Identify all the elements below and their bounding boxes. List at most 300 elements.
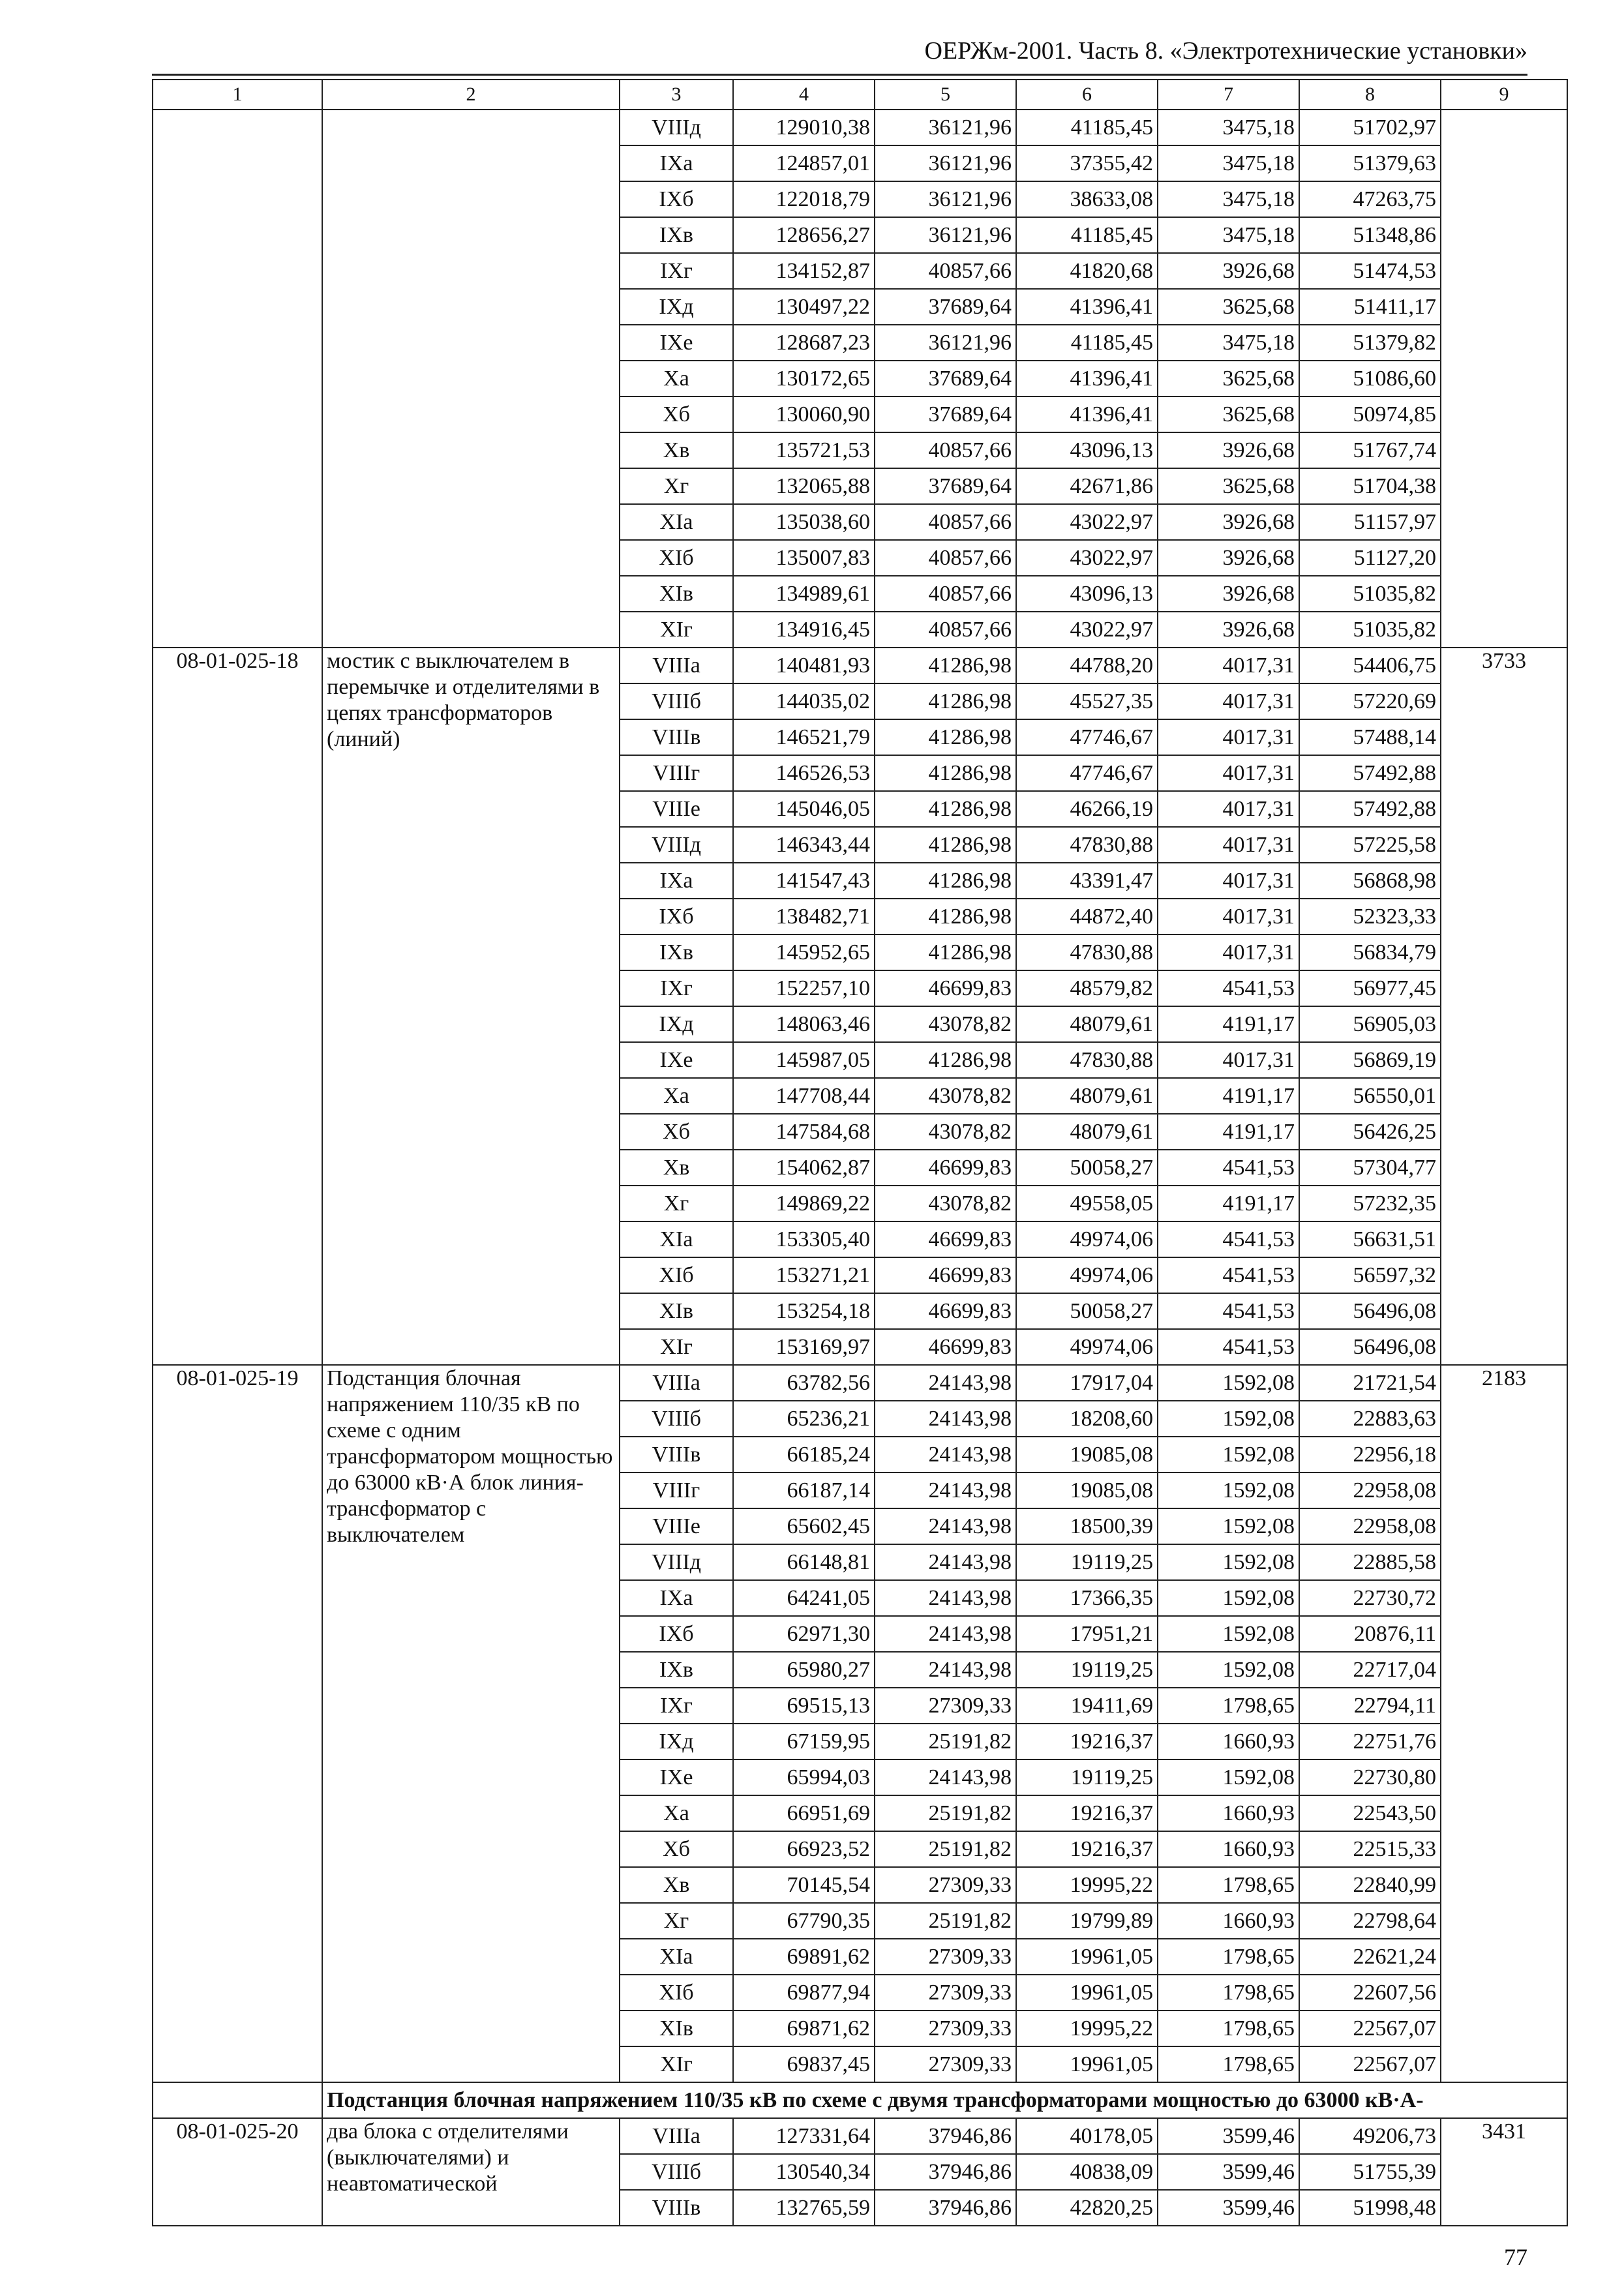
value-cell: 27309,33 [875, 1867, 1016, 1903]
value-cell: 37689,64 [875, 468, 1016, 504]
page-header-title: ОЕРЖм-2001. Часть 8. «Электротехнические установки» [924, 37, 1527, 65]
value-cell: 51035,82 [1299, 612, 1441, 648]
variant-cell: Xб [620, 396, 733, 432]
value-cell: 49974,06 [1016, 1221, 1158, 1257]
value-cell: 25191,82 [875, 1903, 1016, 1939]
value-cell: 25191,82 [875, 1795, 1016, 1831]
value-cell: 22840,99 [1299, 1867, 1441, 1903]
value-cell: 24143,98 [875, 1616, 1016, 1652]
value-cell: 22730,72 [1299, 1580, 1441, 1616]
table-row [153, 648, 1567, 683]
value-cell: 47746,67 [1016, 719, 1158, 755]
price-code-cell: 08-01-025-19 [153, 1365, 322, 2082]
variant-cell: IXе [620, 325, 733, 361]
value-cell: 36121,96 [875, 217, 1016, 253]
value-cell: 24143,98 [875, 1580, 1016, 1616]
value-cell: 70145,54 [733, 1867, 875, 1903]
value-cell: 140481,93 [733, 648, 875, 683]
value-cell: 18500,39 [1016, 1508, 1158, 1544]
value-cell: 17366,35 [1016, 1580, 1158, 1616]
value-cell: 65994,03 [733, 1759, 875, 1795]
value-cell: 1798,65 [1158, 1867, 1299, 1903]
value-cell: 51474,53 [1299, 253, 1441, 289]
column-number-row [153, 80, 1567, 110]
value-cell: 46266,19 [1016, 791, 1158, 827]
value-cell: 152257,10 [733, 970, 875, 1006]
column-9-cell [1441, 110, 1567, 648]
value-cell: 4541,53 [1158, 1329, 1299, 1365]
value-cell: 4017,31 [1158, 935, 1299, 970]
value-cell: 1592,08 [1158, 1616, 1299, 1652]
value-cell: 48079,61 [1016, 1006, 1158, 1042]
value-cell: 51035,82 [1299, 576, 1441, 612]
value-cell: 66148,81 [733, 1544, 875, 1580]
value-cell: 56550,01 [1299, 1078, 1441, 1114]
value-cell: 1592,08 [1158, 1401, 1299, 1437]
value-cell: 47830,88 [1016, 827, 1158, 863]
value-cell: 22567,07 [1299, 2046, 1441, 2082]
value-cell: 3625,68 [1158, 361, 1299, 396]
section-heading: Подстанция блочная напряжением 110/35 кВ по схеме с двумя трансформаторами мощностью до 63000 кВ·А- [322, 2082, 1567, 2118]
value-cell: 4017,31 [1158, 899, 1299, 935]
column-number: 1 [153, 80, 322, 110]
value-cell: 56631,51 [1299, 1221, 1441, 1257]
value-cell: 3625,68 [1158, 289, 1299, 325]
variant-cell: IXе [620, 1042, 733, 1078]
variant-cell: VIIIд [620, 827, 733, 863]
column-9-cell: 2183 [1441, 1365, 1567, 2082]
value-cell: 46699,83 [875, 1257, 1016, 1293]
value-cell: 37946,86 [875, 2118, 1016, 2154]
value-cell: 27309,33 [875, 1688, 1016, 1724]
value-cell: 56868,98 [1299, 863, 1441, 899]
value-cell: 3475,18 [1158, 181, 1299, 217]
value-cell: 127331,64 [733, 2118, 875, 2154]
value-cell: 56977,45 [1299, 970, 1441, 1006]
value-cell: 41286,98 [875, 827, 1016, 863]
value-cell: 22607,56 [1299, 1975, 1441, 2011]
value-cell: 24143,98 [875, 1508, 1016, 1544]
variant-cell: IXд [620, 1006, 733, 1042]
column-9-cell: 3431 [1441, 2118, 1567, 2226]
table-row [153, 1365, 1567, 1401]
variant-cell: XIв [620, 1293, 733, 1329]
value-cell: 132765,59 [733, 2190, 875, 2226]
variant-cell: IXд [620, 289, 733, 325]
value-cell: 146521,79 [733, 719, 875, 755]
value-cell: 1798,65 [1158, 1688, 1299, 1724]
section-heading-row [153, 2082, 1567, 2118]
value-cell: 130172,65 [733, 361, 875, 396]
section-heading-spacer [153, 2082, 322, 2118]
value-cell: 21721,54 [1299, 1365, 1441, 1401]
column-number: 6 [1016, 80, 1158, 110]
value-cell: 57232,35 [1299, 1186, 1441, 1221]
value-cell: 3475,18 [1158, 145, 1299, 181]
value-cell: 124857,01 [733, 145, 875, 181]
value-cell: 19995,22 [1016, 2011, 1158, 2046]
variant-cell: VIIIд [620, 1544, 733, 1580]
value-cell: 19216,37 [1016, 1724, 1158, 1759]
value-cell: 145952,65 [733, 935, 875, 970]
value-cell: 67790,35 [733, 1903, 875, 1939]
value-cell: 69837,45 [733, 2046, 875, 2082]
value-cell: 41286,98 [875, 863, 1016, 899]
value-cell: 1592,08 [1158, 1365, 1299, 1401]
value-cell: 4017,31 [1158, 827, 1299, 863]
value-cell: 1592,08 [1158, 1544, 1299, 1580]
value-cell: 17917,04 [1016, 1365, 1158, 1401]
value-cell: 141547,43 [733, 863, 875, 899]
variant-cell: Xг [620, 1903, 733, 1939]
value-cell: 153254,18 [733, 1293, 875, 1329]
value-cell: 18208,60 [1016, 1401, 1158, 1437]
value-cell: 19216,37 [1016, 1831, 1158, 1867]
value-cell: 1592,08 [1158, 1759, 1299, 1795]
value-cell: 122018,79 [733, 181, 875, 217]
value-cell: 17951,21 [1016, 1616, 1158, 1652]
variant-cell: VIIIг [620, 1473, 733, 1508]
value-cell: 41286,98 [875, 1042, 1016, 1078]
value-cell: 41396,41 [1016, 396, 1158, 432]
value-cell: 154062,87 [733, 1150, 875, 1186]
value-cell: 145046,05 [733, 791, 875, 827]
variant-cell: VIIIа [620, 2118, 733, 2154]
value-cell: 25191,82 [875, 1724, 1016, 1759]
value-cell: 1660,93 [1158, 1724, 1299, 1759]
value-cell: 43022,97 [1016, 540, 1158, 576]
value-cell: 22794,11 [1299, 1688, 1441, 1724]
value-cell: 24143,98 [875, 1473, 1016, 1508]
value-cell: 40857,66 [875, 504, 1016, 540]
value-cell: 1592,08 [1158, 1508, 1299, 1544]
value-cell: 41286,98 [875, 935, 1016, 970]
value-cell: 22543,50 [1299, 1795, 1441, 1831]
variant-cell: VIIIв [620, 719, 733, 755]
value-cell: 3599,46 [1158, 2190, 1299, 2226]
value-cell: 51348,86 [1299, 217, 1441, 253]
value-cell: 51379,63 [1299, 145, 1441, 181]
value-cell: 4191,17 [1158, 1114, 1299, 1150]
value-cell: 57488,14 [1299, 719, 1441, 755]
variant-cell: XIб [620, 1975, 733, 2011]
value-cell: 46699,83 [875, 1221, 1016, 1257]
value-cell: 22798,64 [1299, 1903, 1441, 1939]
price-code-cell: 08-01-025-20 [153, 2118, 322, 2226]
value-cell: 41286,98 [875, 719, 1016, 755]
value-cell: 135038,60 [733, 504, 875, 540]
value-cell: 37689,64 [875, 289, 1016, 325]
value-cell: 69515,13 [733, 1688, 875, 1724]
value-cell: 22515,33 [1299, 1831, 1441, 1867]
value-cell: 50974,85 [1299, 396, 1441, 432]
value-cell: 50058,27 [1016, 1150, 1158, 1186]
variant-cell: VIIIе [620, 791, 733, 827]
value-cell: 1798,65 [1158, 1939, 1299, 1975]
value-cell: 128656,27 [733, 217, 875, 253]
value-cell: 4017,31 [1158, 755, 1299, 791]
variant-cell: VIIIб [620, 683, 733, 719]
work-name-cell [322, 110, 620, 648]
value-cell: 145987,05 [733, 1042, 875, 1078]
table-row [153, 2118, 1567, 2154]
value-cell: 19961,05 [1016, 1939, 1158, 1975]
value-cell: 4541,53 [1158, 1257, 1299, 1293]
value-cell: 43078,82 [875, 1006, 1016, 1042]
value-cell: 47263,75 [1299, 181, 1441, 217]
value-cell: 1660,93 [1158, 1831, 1299, 1867]
variant-cell: XIа [620, 1939, 733, 1975]
value-cell: 4017,31 [1158, 863, 1299, 899]
value-cell: 22717,04 [1299, 1652, 1441, 1688]
value-cell: 146526,53 [733, 755, 875, 791]
value-cell: 24143,98 [875, 1652, 1016, 1688]
variant-cell: IXг [620, 1688, 733, 1724]
value-cell: 19411,69 [1016, 1688, 1158, 1724]
variant-cell: Xа [620, 361, 733, 396]
value-cell: 57492,88 [1299, 791, 1441, 827]
value-cell: 49206,73 [1299, 2118, 1441, 2154]
value-cell: 19995,22 [1016, 1867, 1158, 1903]
value-cell: 40857,66 [875, 432, 1016, 468]
value-cell: 27309,33 [875, 2046, 1016, 2082]
variant-cell: IXг [620, 253, 733, 289]
variant-cell: VIIIд [620, 110, 733, 145]
value-cell: 51379,82 [1299, 325, 1441, 361]
value-cell: 3926,68 [1158, 576, 1299, 612]
value-cell: 27309,33 [875, 2011, 1016, 2046]
value-cell: 43096,13 [1016, 576, 1158, 612]
variant-cell: Xг [620, 1186, 733, 1221]
value-cell: 46699,83 [875, 1150, 1016, 1186]
value-cell: 66187,14 [733, 1473, 875, 1508]
value-cell: 50058,27 [1016, 1293, 1158, 1329]
value-cell: 3625,68 [1158, 396, 1299, 432]
value-cell: 40857,66 [875, 540, 1016, 576]
column-number: 2 [322, 80, 620, 110]
value-cell: 4017,31 [1158, 719, 1299, 755]
value-cell: 45527,35 [1016, 683, 1158, 719]
value-cell: 3926,68 [1158, 253, 1299, 289]
value-cell: 4191,17 [1158, 1006, 1299, 1042]
value-cell: 65236,21 [733, 1401, 875, 1437]
value-cell: 69891,62 [733, 1939, 875, 1975]
variant-cell: XIв [620, 2011, 733, 2046]
variant-cell: XIа [620, 504, 733, 540]
variant-cell: IXа [620, 1580, 733, 1616]
value-cell: 63782,56 [733, 1365, 875, 1401]
value-cell: 24143,98 [875, 1544, 1016, 1580]
variant-cell: VIIIа [620, 648, 733, 683]
variant-cell: VIIIв [620, 1437, 733, 1473]
column-9-cell: 3733 [1441, 648, 1567, 1365]
column-number: 9 [1441, 80, 1567, 110]
page-number: 77 [1504, 2244, 1527, 2270]
value-cell: 49974,06 [1016, 1329, 1158, 1365]
variant-cell: IXа [620, 863, 733, 899]
variant-cell: Xб [620, 1831, 733, 1867]
value-cell: 22751,76 [1299, 1724, 1441, 1759]
variant-cell: IXв [620, 217, 733, 253]
value-cell: 40178,05 [1016, 2118, 1158, 2154]
value-cell: 149869,22 [733, 1186, 875, 1221]
variant-cell: Xв [620, 432, 733, 468]
price-code-cell: 08-01-025-18 [153, 648, 322, 1365]
value-cell: 1798,65 [1158, 2046, 1299, 2082]
value-cell: 135007,83 [733, 540, 875, 576]
value-cell: 49558,05 [1016, 1186, 1158, 1221]
value-cell: 3926,68 [1158, 432, 1299, 468]
variant-cell: XIг [620, 612, 733, 648]
value-cell: 52323,33 [1299, 899, 1441, 935]
value-cell: 1798,65 [1158, 1975, 1299, 2011]
work-name-cell: два блока с отделителями (выключателями) и неавтоматической [322, 2118, 620, 2226]
value-cell: 25191,82 [875, 1831, 1016, 1867]
header-divider [152, 74, 1527, 76]
value-cell: 22730,80 [1299, 1759, 1441, 1795]
work-name-cell: Подстанция блочная напряжением 110/35 кВ по схеме с одним трансформатором мощностью до 63000 кВ·А блок линия-трансформатор с выключателем [322, 1365, 620, 2082]
value-cell: 153271,21 [733, 1257, 875, 1293]
value-cell: 51157,97 [1299, 504, 1441, 540]
value-cell: 42820,25 [1016, 2190, 1158, 2226]
table-body [153, 80, 1567, 2226]
variant-cell: IXа [620, 145, 733, 181]
value-cell: 48579,82 [1016, 970, 1158, 1006]
value-cell: 27309,33 [875, 1975, 1016, 2011]
value-cell: 4191,17 [1158, 1078, 1299, 1114]
value-cell: 146343,44 [733, 827, 875, 863]
value-cell: 43078,82 [875, 1114, 1016, 1150]
value-cell: 57304,77 [1299, 1150, 1441, 1186]
value-cell: 41396,41 [1016, 289, 1158, 325]
value-cell: 41820,68 [1016, 253, 1158, 289]
value-cell: 22958,08 [1299, 1508, 1441, 1544]
value-cell: 22958,08 [1299, 1473, 1441, 1508]
value-cell: 24143,98 [875, 1401, 1016, 1437]
value-cell: 64241,05 [733, 1580, 875, 1616]
value-cell: 1798,65 [1158, 2011, 1299, 2046]
value-cell: 24143,98 [875, 1759, 1016, 1795]
value-cell: 56597,32 [1299, 1257, 1441, 1293]
value-cell: 138482,71 [733, 899, 875, 935]
value-cell: 46699,83 [875, 1329, 1016, 1365]
value-cell: 3599,46 [1158, 2154, 1299, 2190]
table-row [153, 110, 1567, 145]
value-cell: 69871,62 [733, 2011, 875, 2046]
value-cell: 46699,83 [875, 970, 1016, 1006]
variant-cell: IXг [620, 970, 733, 1006]
value-cell: 47830,88 [1016, 1042, 1158, 1078]
variant-cell: Xа [620, 1795, 733, 1831]
value-cell: 19119,25 [1016, 1652, 1158, 1688]
value-cell: 41286,98 [875, 683, 1016, 719]
value-cell: 134152,87 [733, 253, 875, 289]
value-cell: 65980,27 [733, 1652, 875, 1688]
value-cell: 19216,37 [1016, 1795, 1158, 1831]
variant-cell: VIIIа [620, 1365, 733, 1401]
value-cell: 57225,58 [1299, 827, 1441, 863]
variant-cell: Xг [620, 468, 733, 504]
value-cell: 134916,45 [733, 612, 875, 648]
value-cell: 51702,97 [1299, 110, 1441, 145]
value-cell: 43078,82 [875, 1078, 1016, 1114]
value-cell: 129010,38 [733, 110, 875, 145]
value-cell: 56426,25 [1299, 1114, 1441, 1150]
value-cell: 41396,41 [1016, 361, 1158, 396]
column-number: 5 [875, 80, 1016, 110]
value-cell: 66923,52 [733, 1831, 875, 1867]
value-cell: 43022,97 [1016, 612, 1158, 648]
value-cell: 54406,75 [1299, 648, 1441, 683]
value-cell: 144035,02 [733, 683, 875, 719]
value-cell: 36121,96 [875, 110, 1016, 145]
value-cell: 4017,31 [1158, 648, 1299, 683]
value-cell: 1660,93 [1158, 1795, 1299, 1831]
value-cell: 37946,86 [875, 2190, 1016, 2226]
value-cell: 4017,31 [1158, 683, 1299, 719]
value-cell: 147708,44 [733, 1078, 875, 1114]
value-cell: 22956,18 [1299, 1437, 1441, 1473]
value-cell: 47746,67 [1016, 755, 1158, 791]
value-cell: 1592,08 [1158, 1580, 1299, 1616]
value-cell: 37689,64 [875, 396, 1016, 432]
value-cell: 41185,45 [1016, 110, 1158, 145]
value-cell: 1660,93 [1158, 1903, 1299, 1939]
value-cell: 67159,95 [733, 1724, 875, 1759]
value-cell: 51704,38 [1299, 468, 1441, 504]
variant-cell: IXб [620, 899, 733, 935]
value-cell: 3475,18 [1158, 325, 1299, 361]
value-cell: 19961,05 [1016, 1975, 1158, 2011]
value-cell: 51998,48 [1299, 2190, 1441, 2226]
value-cell: 19085,08 [1016, 1473, 1158, 1508]
value-cell: 27309,33 [875, 1939, 1016, 1975]
value-cell: 3475,18 [1158, 110, 1299, 145]
value-cell: 40857,66 [875, 253, 1016, 289]
value-cell: 43078,82 [875, 1186, 1016, 1221]
value-cell: 43022,97 [1016, 504, 1158, 540]
variant-cell: VIIIб [620, 1401, 733, 1437]
value-cell: 40857,66 [875, 612, 1016, 648]
value-cell: 37689,64 [875, 361, 1016, 396]
column-number: 4 [733, 80, 875, 110]
value-cell: 51411,17 [1299, 289, 1441, 325]
work-name-cell: мостик с выключателем в перемычке и отделителями в цепях трансформаторов (линий) [322, 648, 620, 1365]
value-cell: 3926,68 [1158, 540, 1299, 576]
variant-cell: IXб [620, 1616, 733, 1652]
column-number: 8 [1299, 80, 1441, 110]
value-cell: 56496,08 [1299, 1293, 1441, 1329]
value-cell: 40857,66 [875, 576, 1016, 612]
value-cell: 128687,23 [733, 325, 875, 361]
column-number: 3 [620, 80, 733, 110]
value-cell: 40838,09 [1016, 2154, 1158, 2190]
variant-cell: IXб [620, 181, 733, 217]
value-cell: 20876,11 [1299, 1616, 1441, 1652]
variant-cell: IXд [620, 1724, 733, 1759]
variant-cell: VIIIб [620, 2154, 733, 2190]
value-cell: 44788,20 [1016, 648, 1158, 683]
value-cell: 132065,88 [733, 468, 875, 504]
value-cell: 3475,18 [1158, 217, 1299, 253]
value-cell: 130540,34 [733, 2154, 875, 2190]
value-cell: 19961,05 [1016, 2046, 1158, 2082]
value-cell: 41286,98 [875, 899, 1016, 935]
price-table [152, 79, 1568, 2226]
value-cell: 4017,31 [1158, 1042, 1299, 1078]
value-cell: 22621,24 [1299, 1939, 1441, 1975]
value-cell: 62971,30 [733, 1616, 875, 1652]
